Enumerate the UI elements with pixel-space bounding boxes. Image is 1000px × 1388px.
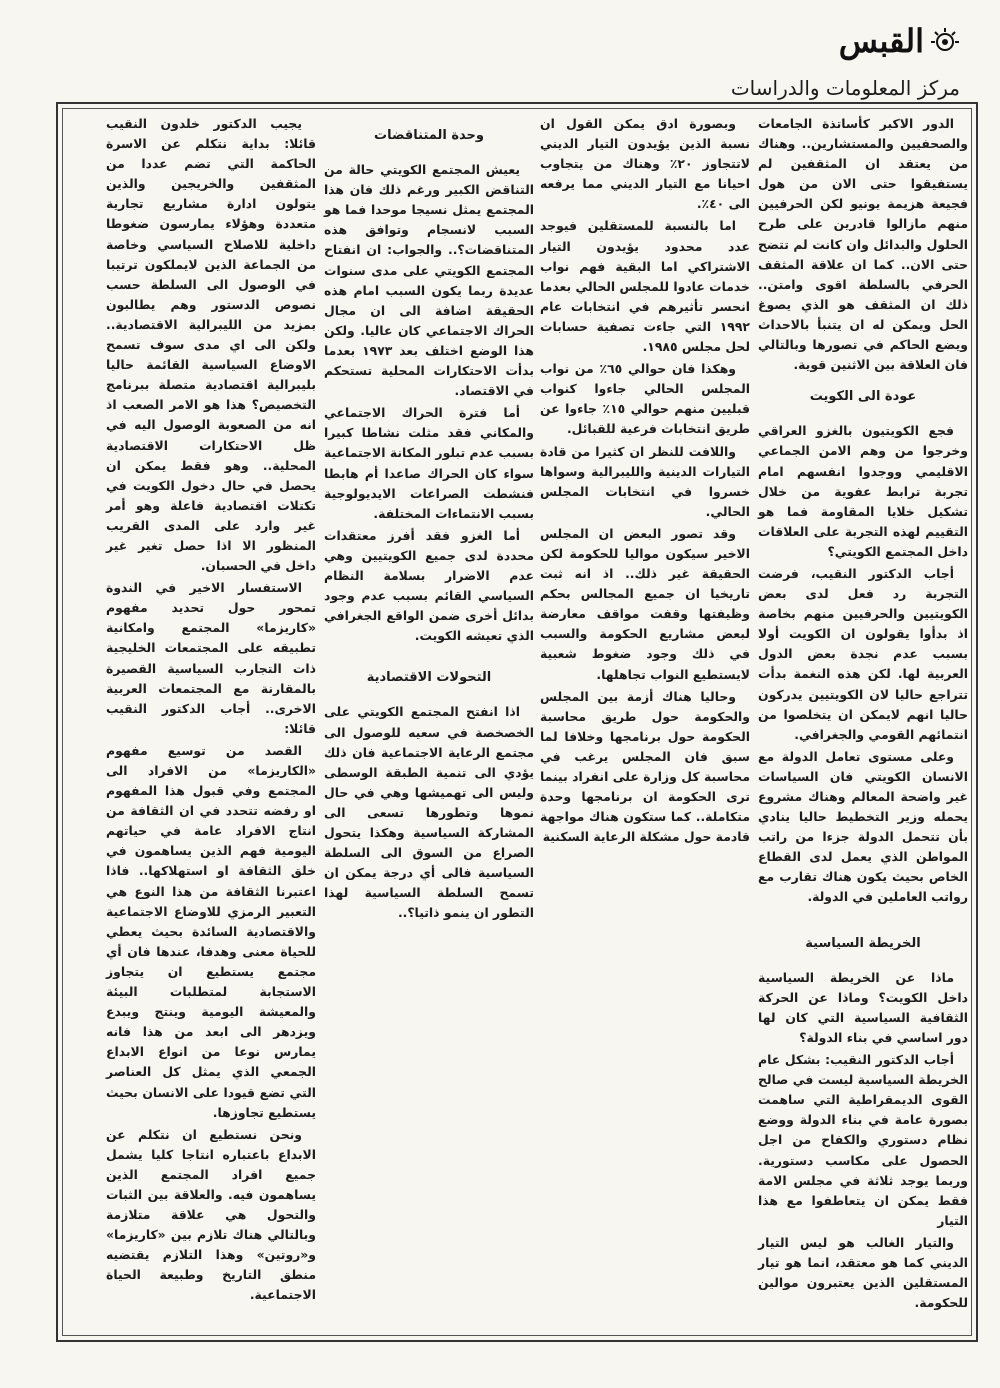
paragraph: وقد تصور البعض ان المجلس الاخير سيكون مواليا للحكومة لكن الحقيقة غير ذلك.. اذ انه ثبت تاريخيا ان جميع المجالس بحكم وظيفتها وقفت مواقف معارضة لبعض مشاريع الحكومة والسبب في ذلك وجود ضغوط شعبية لايستطيع النواب تجاهلها. — [540, 525, 750, 682]
paragraph: أما الغزو فقد أفرز معتقدات محددة لدى جميع الكويتيين وهي عدم الاضرار بسلامة النظام السياسي القائم بسبب عدم وجود بدائل أخرى ضمن الواقع الجغرافي الذي تعيشه الكويت. — [324, 527, 534, 644]
column-2 — [540, 114, 750, 849]
brand-logo — [839, 22, 960, 60]
paragraph: يعيش المجتمع الكويتي حالة من التناقض الكبير ورغم ذلك فان هذا المجتمع يمثل نسيجا موحدا فما هو السبب لانسجام وتوافق هذه المتناقضات؟.. والجواب: ان انفتاح المجتمع الكويتي على مدى سنوات عديدة ربما يكون السبب امام هذه الحقيقة اضافة الى ان مجال الحراك الاجتماعي كان عاليا. ولكن هذا الوضع اختلف بعد ١٩٧٣ بعدما بدأت الاحتكارات المحلية تستحكم في الاقتصاد. — [324, 162, 534, 399]
section-heading: وحدة المتناقضات — [374, 128, 484, 143]
section-heading: الخريطة السياسية — [805, 935, 921, 951]
paragraph: أجاب الدكتور النقيب: بشكل عام الخريطة السياسية ليست في صالح القوى الديمقراطية التي ساهمت بصورة عامة في بناء الدولة ووضع نظام دستوري والكفاح من اجل الحصول على مكاسب دستورية. وربما يوجد ثلاثة في مجلس الامة فقط يمكن ان يتعاطفوا مع هذا التيار — [758, 1052, 968, 1228]
column-1 — [758, 114, 968, 1315]
paragraph: وبصورة ادق يمكن القول ان نسبة الذين يؤيدون التيار الديني لاتتجاوز ٢٠٪ وهناك من يتجاوب احيانا مع التيار الديني مما يرفعه الى ٤٠٪. — [540, 116, 750, 212]
paragraph: اذا انفتح المجتمع الكويتي على الخصخصة في سعيه للوصول الى مجتمع الرعاية الاجتماعية فان ذلك يؤدي الى تنمية الطبقة الوسطى وليس الى تهميشها وهي في حال نموها وتطورها تسعى الى المشاركة السياسية وهكذا يتحول الصراع من السوق الى السلطة السياسية فالى أي درجة يمكن ان تسمح السلطة السياسية لهذا التطور ان ينمو ذاتيا؟.. — [324, 704, 534, 921]
paragraph: واللافت للنظر ان كثيرا من قادة التيارات الدينية والليبرالية وسواها خسروا في انتخابات المجلس الحالي. — [540, 443, 750, 519]
section-heading: عودة الى الكويت — [809, 389, 917, 405]
paragraph: والتيار الغالب هو ليس التيار الديني كما هو معتقد، انما هو تيار المستقلين الذين يعتبرون موالين للحكومة. — [758, 1234, 968, 1311]
masthead — [700, 14, 960, 104]
paragraph: أما فترة الحراك الاجتماعي والمكاني فقد مثلت نشاطا كبيرا بسبب عدم تبلور المكانة الاجتماعية سواء كان الحراك صاعدا أم هابطا فنشطت الصراعات الايديولوجية بسبب الانتماءات المختلفة. — [324, 405, 534, 521]
paragraph: ونحن نستطيع ان نتكلم عن الابداع باعتباره انتاجا كليا يشمل جميع افراد المجتمع الذين يساهمون فيه. والعلاقة بين الثبات والتحول هي علاقة متلازمة وبالتالي هناك تلازم بين «كاريزما» و«روتين» وهذا التلازم يقتضيه منطق التاريخ وطبيعة الحياة الاجتماعية. — [106, 1126, 316, 1303]
column-4 — [106, 114, 316, 1308]
brand-name: القبس — [838, 22, 924, 60]
paragraph: يجيب الدكتور خلدون النقيب قائلا: بداية نتكلم عن الاسرة الحاكمة التي تضم عددا من المثقفين والخريجين والذين يتولون ادارة مشاريع تجارية متعددة وهؤلاء يمارسون ضغوطا داخلية للاصلاح السياسي وخاصة من الجماعة الذين لايملكون ترتيبا في الوصول الى السلطة حسب نصوص الدستور وهم يطالبون بمزيد من الليبرالية الاقتصادية.. ولكن الى اي مدى سوف تسمح الاوضاع السياسية القائمة حاليا بليبرالية اقتصادية متصلة ببرنامج التخصيص؟ هذا هو الامر الصعب اذ انه من الصعوبة الوصول اليه في ظل الاحتكارات الاقتصادية المحلية.. وهو فقط يمكن ان يحصل في حال دخول الكويت في تكتلات اقتصادية فاعلة وهو أمر غير وارد على المدى القريب المنظور الا اذا حصل تغير غير داخل في الحسبان. — [106, 116, 316, 574]
column-3 — [324, 114, 534, 925]
paragraph: ماذا عن الخريطة السياسية داخل الكويت؟ وماذا عن الحركة الثقافية السياسية التي كان لها دور اساسي في بناء الدولة؟ — [758, 969, 968, 1045]
paragraph: اما بالنسبة للمستقلين فيوجد عدد محدود يؤيدون التيار الاشتراكي اما البقية فهم نواب خدمات عادوا للمجلس الحالي بعدما انحسر تأثيرهم في انتخابات عام ١٩٩٢ التي جاءت تصفية حسابات لحل مجلس ١٩٨٥. — [540, 218, 750, 355]
paragraph: الدور الاكبر كأساتذة الجامعات والصحفيين والمستشارين.. وهناك من يعتقد ان المثقفين لم يستفيقوا حتى الان من هول فجيعة هزيمة يونيو لكن الحرفيين منهم مازالوا قادرين على طرح الحلول والبدائل وان كانت لم تتضح حتى الان.. كما ان علاقة المثقف الحرفي بالسلطة اقوى وامتن.. ذلك ان المثقف هو الذي يصوغ الحل ويمكن له ان يتنبأ بالاحداث ويضع الحاكم في تصورها وبالتالي فان العلاقة بين الاثنين قوية. — [758, 116, 968, 373]
paragraph: أجاب الدكتور النقيب، فرضت التجربة رد فعل لدى بعض الكويتيين والحرفيين منهم بخاصة اذ بدأوا يقولون ان الكويت أولا بسبب عدم نجدة بعض الدول العربية لها. لكن هذه النغمة بدأت تتراجع حاليا لان الكويتيين يدركون حاليا انهم لايمكن ان يتخلصوا من انتمائهم القومي والجغرافي. — [758, 565, 968, 742]
paragraph: القصد من توسيع مفهوم «الكاريزما» من الافراد الى المجتمع وفي قبول هذا المفهوم او رفضه تتحدد في ان الثقافة من انتاج الافراد عامة في حياتهم اليومية فهم الذين يساهمون في خلق الثقافة او استهلاكها.. فاذا اعتبرنا الثقافة من هذا النوع هي التعبير الرمزي للاوضاع الاجتماعية والاقتصادية السائدة بحيث يعطي للحياة معنى وهدفا، عندها فان أي مجتمع يستطيع ان يتجاوز الاستجابة لمتطلبات البيئة والمعيشة اليومية وينتج ويبدع ويزدهر الى ابعد من هذا فانه يمارس نوعا من انواع الابداع الجمعي الذي يمثل كل العناصر التي تضع قيودا على الانسان بحيث يستطيع تجاوزها. — [106, 742, 316, 1120]
paragraph: وعلى مستوى تعامل الدولة مع الانسان الكويتي فان السياسات غير واضحة المعالم وهناك مشروع يحمله وزير التخطيط حاليا ينادي بأن تتحمل الدولة جزءا من راتب المواطن الذي يعمل لدى القطاع الخاص بحيث يكون هناك تقارب مع رواتب العاملين في الدولة. — [758, 748, 968, 905]
section-heading: التحولات الاقتصادية — [366, 670, 492, 686]
paragraph: وهكذا فان حوالي ٦٥٪ من نواب المجلس الحالي جاءوا كنواب قبليين منهم حوالي ١٥٪ جاءوا عن طريق انتخابات فرعية للقبائل. — [540, 361, 751, 437]
paragraph: فجع الكويتيون بالغزو العراقي وخرجوا من وهم الامن الجماعي الاقليمي ووجدوا انفسهم امام تجربة ترابط عفوية من خلال تشكيل خلايا المقاومة فما هو التقييم لهذه التجربة على العلاقات داخل المجتمع الكويتي؟ — [758, 423, 968, 559]
article-frame — [56, 102, 978, 1342]
sun-emblem-icon — [930, 26, 960, 56]
department-title: مركز المعلومات والدراسات — [730, 76, 960, 100]
paragraph: الاستفسار الاخير في الندوة تمحور حول تحديد مفهوم «كاريزما» المجتمع وامكانية تطبيقه على المجتمعات الخليجية ذات التجارب السياسية القصيرة بالمقارنة مع المجتمعات العربية الاخرى.. أجاب الدكتور النقيب قائلا: — [106, 580, 316, 736]
paragraph: وحاليا هناك أزمة بين المجلس والحكومة حول طريق محاسبة الحكومة حول برنامجها وخلافا لما سبق فان المجلس يرغب في محاسبة كل وزارة على انفراد بينما ترى الحكومة ان برنامجها وحدة متكاملة.. كما ستكون هناك مواجهة قادمة حول مشكلة الرعاية السكنية — [540, 688, 750, 845]
